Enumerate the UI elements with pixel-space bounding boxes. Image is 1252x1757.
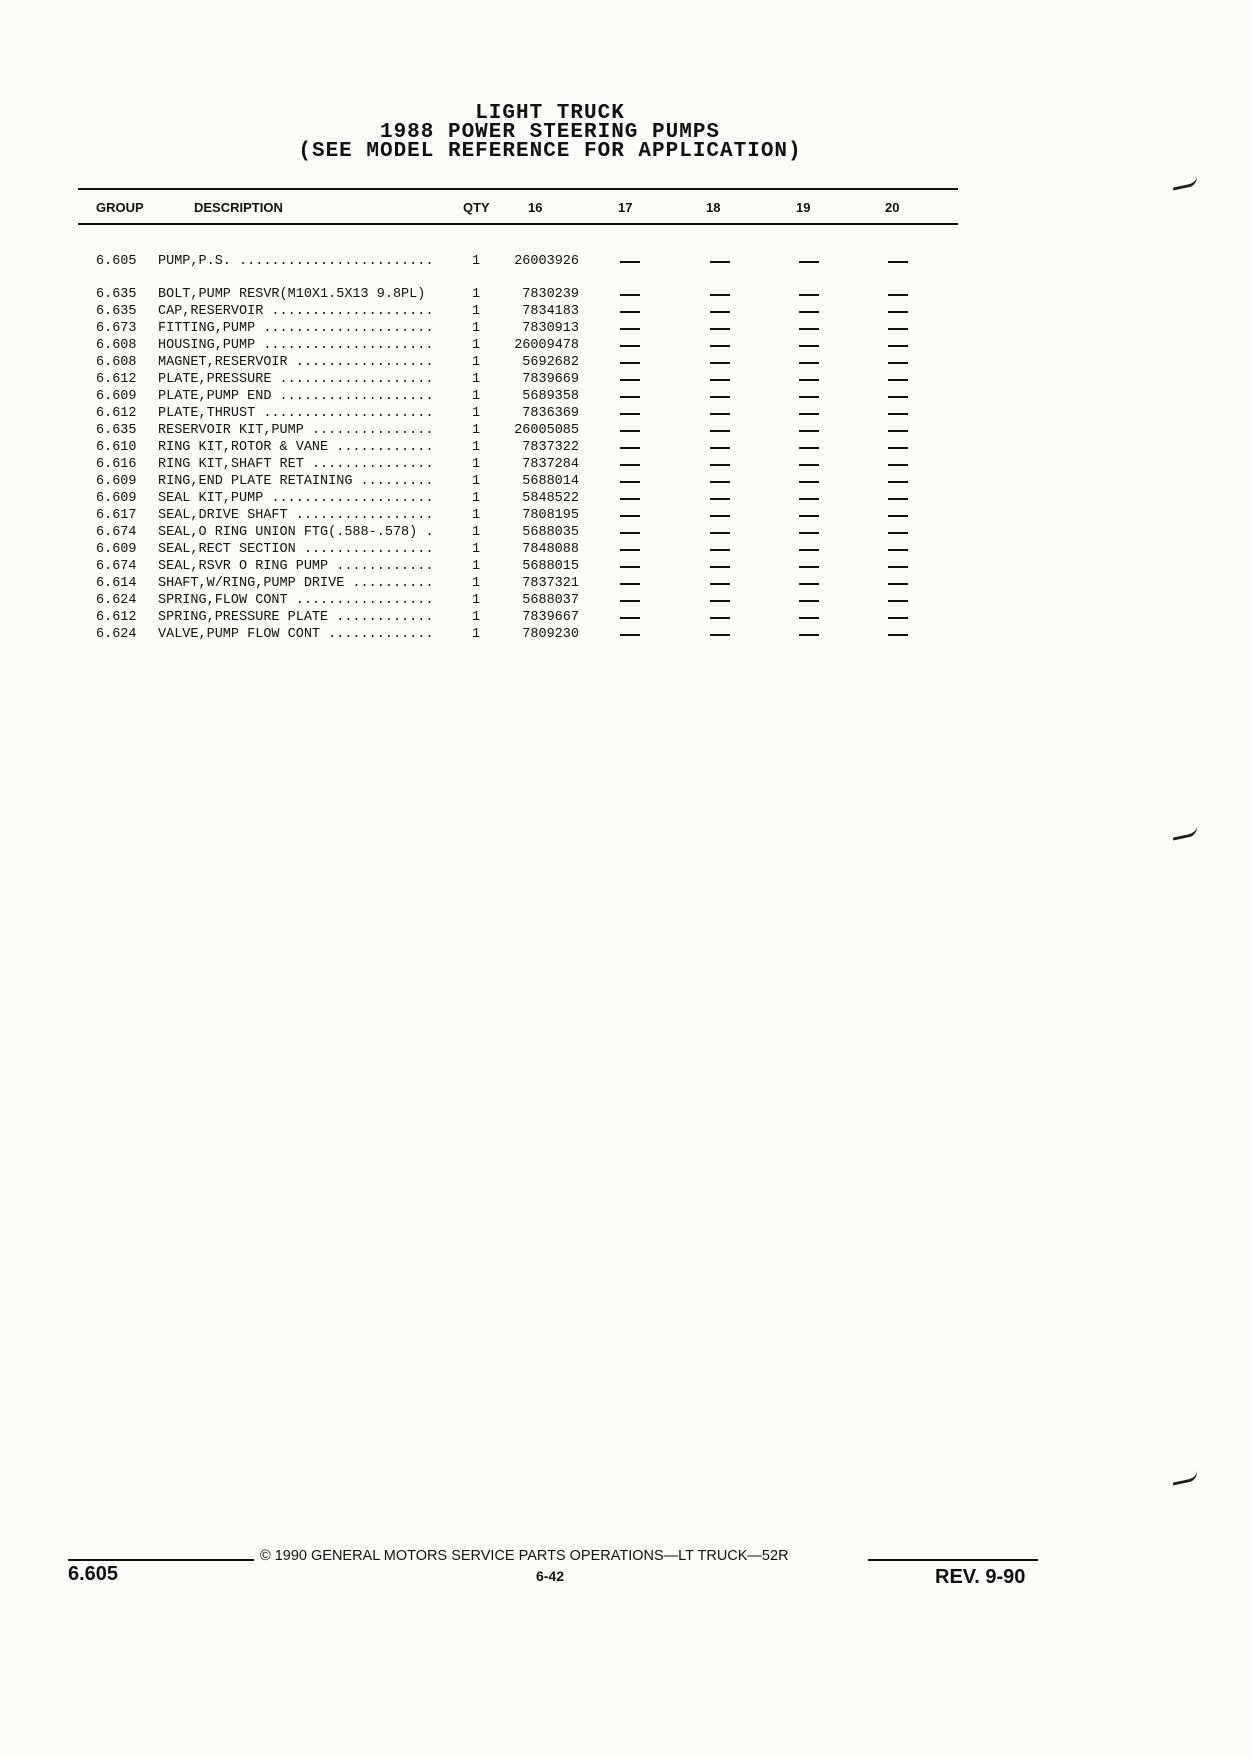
group-cell: 6.624 [96, 593, 137, 608]
dash-mark [710, 634, 730, 636]
part-number-cell: 5688015 [522, 559, 579, 574]
dash-mark [888, 328, 908, 330]
dash-mark [710, 583, 730, 585]
dash-mark [888, 583, 908, 585]
qty-cell: 1 [472, 423, 481, 438]
dash-mark [888, 566, 908, 568]
part-number-cell: 26005085 [514, 423, 579, 438]
dash-mark [888, 261, 908, 263]
table-row [0, 456, 1000, 473]
qty-cell: 1 [472, 593, 481, 608]
group-cell: 6.612 [96, 610, 137, 625]
table-row [0, 575, 1000, 592]
dash-mark [710, 294, 730, 296]
qty-cell: 1 [472, 338, 481, 353]
dash-mark [710, 379, 730, 381]
dash-mark [799, 566, 819, 568]
table-row [0, 541, 1000, 558]
dash-mark [620, 498, 640, 500]
qty-cell: 1 [472, 321, 481, 336]
table-row [0, 286, 1000, 303]
dash-mark [799, 498, 819, 500]
group-cell: 6.624 [96, 627, 137, 642]
table-row [0, 626, 1000, 643]
description-cell: CAP,RESERVOIR .................... [158, 304, 434, 319]
qty-cell: 1 [472, 304, 481, 319]
description-cell: MAGNET,RESERVOIR ................. [158, 355, 434, 370]
dash-mark [620, 617, 640, 619]
dash-mark [620, 413, 640, 415]
dash-mark [888, 311, 908, 313]
dash-mark [620, 515, 640, 517]
qty-cell: 1 [472, 508, 481, 523]
table-row [0, 609, 1000, 626]
qty-cell: 1 [472, 355, 481, 370]
part-number-cell: 5688014 [522, 474, 579, 489]
table-row [0, 405, 1000, 422]
dash-mark [799, 515, 819, 517]
group-cell: 6.674 [96, 559, 137, 574]
dash-mark [620, 634, 640, 636]
dash-mark [710, 396, 730, 398]
part-number-cell: 7837284 [522, 457, 579, 472]
qty-cell: 1 [472, 287, 481, 302]
part-number-cell: 5688035 [522, 525, 579, 540]
dash-mark [799, 328, 819, 330]
dash-mark [799, 617, 819, 619]
part-number-cell: 7809230 [522, 627, 579, 642]
dash-mark [799, 362, 819, 364]
group-cell: 6.635 [96, 423, 137, 438]
footer-left-rule [68, 1559, 254, 1561]
dash-mark [710, 549, 730, 551]
group-cell: 6.608 [96, 355, 137, 370]
dash-mark [799, 481, 819, 483]
dash-mark [620, 464, 640, 466]
dash-mark [799, 464, 819, 466]
description-cell: SPRING,PRESSURE PLATE ............ [158, 610, 434, 625]
description-cell: RING,END PLATE RETAINING ......... [158, 474, 434, 489]
binder-tick-mark [1171, 175, 1199, 190]
group-cell: 6.635 [96, 287, 137, 302]
description-cell: PUMP,P.S. ........................ [158, 254, 434, 269]
header-description: DESCRIPTION [194, 200, 283, 215]
part-number-cell: 7808195 [522, 508, 579, 523]
dash-mark [799, 634, 819, 636]
dash-mark [888, 464, 908, 466]
dash-mark [620, 294, 640, 296]
qty-cell: 1 [472, 389, 481, 404]
group-cell: 6.609 [96, 474, 137, 489]
table-row [0, 303, 1000, 320]
dash-mark [799, 532, 819, 534]
dash-mark [620, 532, 640, 534]
dash-mark [888, 515, 908, 517]
dash-mark [888, 447, 908, 449]
dash-mark [888, 345, 908, 347]
dash-mark [710, 328, 730, 330]
part-number-cell: 26003926 [514, 254, 579, 269]
dash-mark [799, 379, 819, 381]
group-cell: 6.609 [96, 491, 137, 506]
group-cell: 6.608 [96, 338, 137, 353]
dash-mark [710, 498, 730, 500]
group-cell: 6.635 [96, 304, 137, 319]
qty-cell: 1 [472, 525, 481, 540]
part-number-cell: 7839669 [522, 372, 579, 387]
table-row [0, 371, 1000, 388]
header-col-17: 17 [618, 200, 633, 215]
description-cell: PLATE,PUMP END ................... [158, 389, 434, 404]
dash-mark [620, 328, 640, 330]
description-cell: SEAL,RSVR O RING PUMP ............ [158, 559, 434, 574]
footer-group-number: 6.605 [68, 1563, 119, 1585]
table-row [0, 524, 1000, 541]
part-number-cell: 5689358 [522, 389, 579, 404]
dash-mark [620, 362, 640, 364]
dash-mark [710, 362, 730, 364]
dash-mark [710, 566, 730, 568]
description-cell: FITTING,PUMP ..................... [158, 321, 434, 336]
part-number-cell: 7837321 [522, 576, 579, 591]
dash-mark [620, 583, 640, 585]
dash-mark [620, 311, 640, 313]
dash-mark [620, 345, 640, 347]
dash-mark [710, 413, 730, 415]
table-row [0, 558, 1000, 575]
group-cell: 6.612 [96, 372, 137, 387]
qty-cell: 1 [472, 474, 481, 489]
part-number-cell: 7837322 [522, 440, 579, 455]
dash-mark [710, 515, 730, 517]
part-number-cell: 7830913 [522, 321, 579, 336]
dash-mark [799, 396, 819, 398]
description-cell: PLATE,PRESSURE ................... [158, 372, 434, 387]
table-row [0, 320, 1000, 337]
description-cell: SEAL,DRIVE SHAFT ................. [158, 508, 434, 523]
dash-mark [799, 311, 819, 313]
footer-right-rule [868, 1559, 1038, 1561]
table-row [0, 337, 1000, 354]
qty-cell: 1 [472, 440, 481, 455]
qty-cell: 1 [472, 627, 481, 642]
dash-mark [888, 362, 908, 364]
part-number-cell: 7848088 [522, 542, 579, 557]
group-cell: 6.674 [96, 525, 137, 540]
title-line-1: LIGHT TRUCK [475, 102, 625, 125]
part-number-cell: 7830239 [522, 287, 579, 302]
header-group: GROUP [96, 200, 144, 215]
description-cell: BOLT,PUMP RESVR(M10X1.5X13 9.8PL) [158, 287, 426, 302]
header-col-20: 20 [885, 200, 900, 215]
title-line-3: (SEE MODEL REFERENCE FOR APPLICATION) [298, 140, 802, 163]
header-col-16: 16 [528, 200, 543, 215]
qty-cell: 1 [472, 542, 481, 557]
group-cell: 6.612 [96, 406, 137, 421]
dash-mark [710, 532, 730, 534]
dash-mark [710, 345, 730, 347]
dash-mark [710, 617, 730, 619]
dash-mark [620, 430, 640, 432]
dash-mark [888, 379, 908, 381]
description-cell: SPRING,FLOW CONT ................. [158, 593, 434, 608]
part-number-cell: 5692682 [522, 355, 579, 370]
group-cell: 6.605 [96, 254, 137, 269]
dash-mark [710, 481, 730, 483]
table-row [0, 354, 1000, 371]
dash-mark [799, 600, 819, 602]
table-row [0, 507, 1000, 524]
dash-mark [888, 634, 908, 636]
dash-mark [620, 600, 640, 602]
binder-tick-mark [1171, 1470, 1199, 1485]
dash-mark [620, 481, 640, 483]
table-row [0, 422, 1000, 439]
table-top-rule [78, 188, 958, 190]
footer-revision: REV. 9-90 [935, 1566, 1026, 1588]
dash-mark [710, 311, 730, 313]
description-cell: SEAL,O RING UNION FTG(.588-.578) . [158, 525, 434, 540]
table-row [0, 439, 1000, 456]
group-cell: 6.609 [96, 389, 137, 404]
binder-tick-mark [1171, 825, 1199, 840]
table-row [0, 473, 1000, 490]
group-cell: 6.673 [96, 321, 137, 336]
dash-mark [799, 413, 819, 415]
dash-mark [888, 413, 908, 415]
dash-mark [710, 447, 730, 449]
dash-mark [888, 549, 908, 551]
title-line-2: 1988 POWER STEERING PUMPS [379, 121, 721, 144]
dash-mark [710, 430, 730, 432]
qty-cell: 1 [472, 576, 481, 591]
dash-mark [888, 430, 908, 432]
page-title [0, 104, 1100, 161]
dash-mark [799, 447, 819, 449]
group-cell: 6.614 [96, 576, 137, 591]
table-row [0, 490, 1000, 507]
dash-mark [888, 532, 908, 534]
dash-mark [620, 447, 640, 449]
footer-page-number: 6-42 [536, 1568, 565, 1584]
dash-mark [888, 600, 908, 602]
dash-mark [799, 294, 819, 296]
dash-mark [799, 261, 819, 263]
description-cell: RING KIT,SHAFT RET ............... [158, 457, 434, 472]
part-number-cell: 5688037 [522, 593, 579, 608]
description-cell: SHAFT,W/RING,PUMP DRIVE .......... [158, 576, 434, 591]
part-number-cell: 7836369 [522, 406, 579, 421]
dash-mark [888, 396, 908, 398]
dash-mark [620, 566, 640, 568]
group-cell: 6.609 [96, 542, 137, 557]
dash-mark [888, 617, 908, 619]
qty-cell: 1 [472, 254, 481, 269]
dash-mark [799, 549, 819, 551]
header-col-18: 18 [706, 200, 721, 215]
qty-cell: 1 [472, 457, 481, 472]
table-row [0, 388, 1000, 405]
group-cell: 6.610 [96, 440, 137, 455]
qty-cell: 1 [472, 610, 481, 625]
dash-mark [888, 498, 908, 500]
dash-mark [620, 261, 640, 263]
dash-mark [710, 261, 730, 263]
description-cell: SEAL KIT,PUMP .................... [158, 491, 434, 506]
dash-mark [620, 379, 640, 381]
dash-mark [799, 430, 819, 432]
description-cell: HOUSING,PUMP ..................... [158, 338, 434, 353]
qty-cell: 1 [472, 491, 481, 506]
dash-mark [620, 549, 640, 551]
footer-copyright: © 1990 GENERAL MOTORS SERVICE PARTS OPERATIONS—LT TRUCK—52R [260, 1548, 789, 1564]
qty-cell: 1 [472, 372, 481, 387]
part-number-cell: 5848522 [522, 491, 579, 506]
description-cell: SEAL,RECT SECTION ................ [158, 542, 434, 557]
dash-mark [888, 294, 908, 296]
description-cell: RESERVOIR KIT,PUMP ............... [158, 423, 434, 438]
qty-cell: 1 [472, 559, 481, 574]
description-cell: RING KIT,ROTOR & VANE ............ [158, 440, 434, 455]
dash-mark [799, 583, 819, 585]
description-cell: VALVE,PUMP FLOW CONT ............. [158, 627, 434, 642]
header-col-19: 19 [796, 200, 811, 215]
table-row [0, 592, 1000, 609]
header-qty: QTY [463, 200, 490, 215]
part-number-cell: 7834183 [522, 304, 579, 319]
dash-mark [888, 481, 908, 483]
dash-mark [620, 396, 640, 398]
dash-mark [710, 464, 730, 466]
part-number-cell: 26009478 [514, 338, 579, 353]
part-number-cell: 7839667 [522, 610, 579, 625]
group-cell: 6.616 [96, 457, 137, 472]
dash-mark [799, 345, 819, 347]
qty-cell: 1 [472, 406, 481, 421]
table-header-rule [78, 223, 958, 225]
table-row [0, 253, 1000, 270]
dash-mark [710, 600, 730, 602]
description-cell: PLATE,THRUST ..................... [158, 406, 434, 421]
group-cell: 6.617 [96, 508, 137, 523]
